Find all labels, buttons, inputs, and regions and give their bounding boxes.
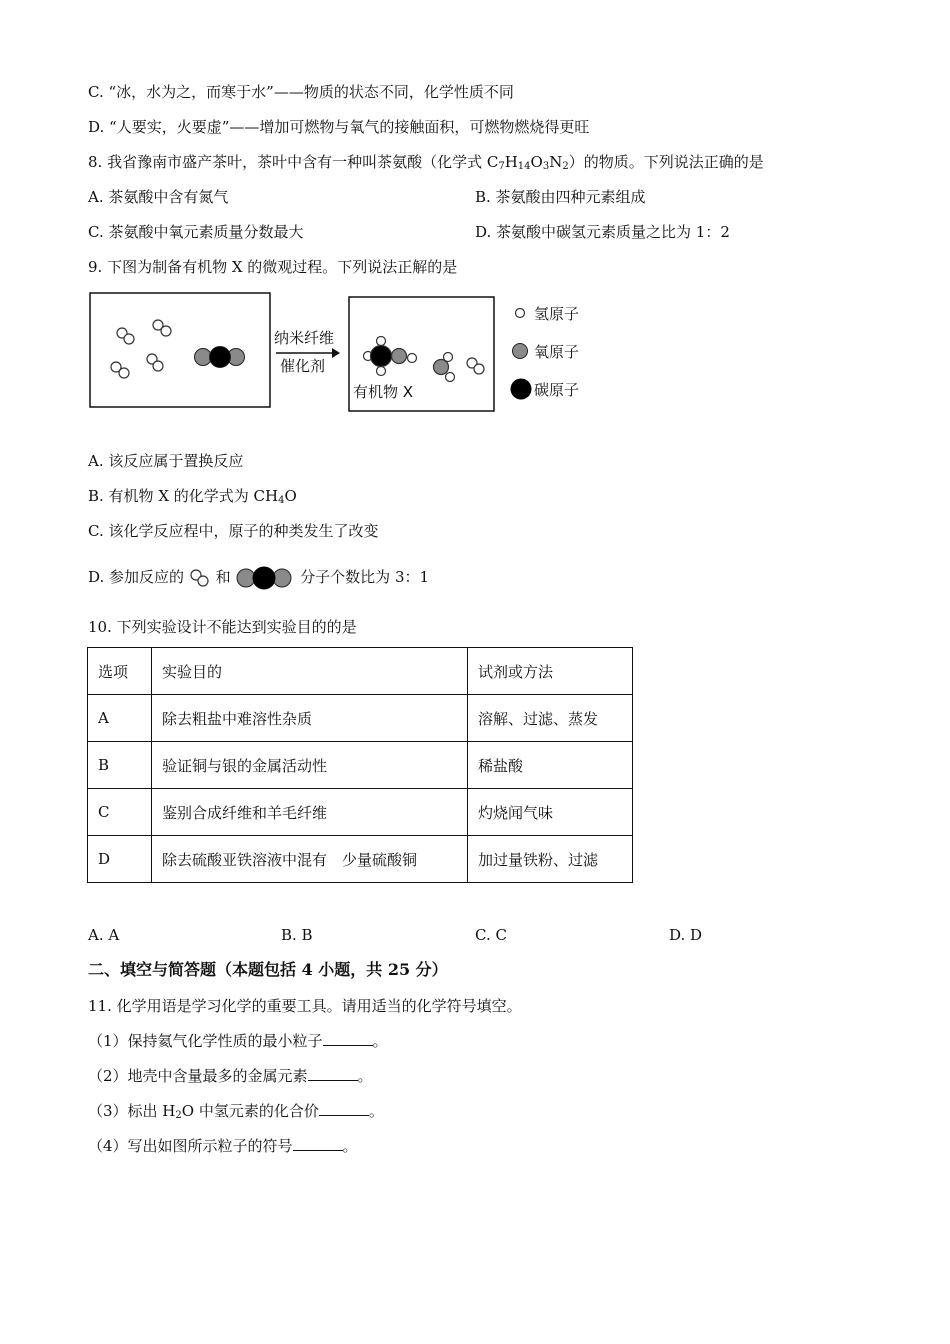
q11-part-4: （4）写出如图所示粒子的符号 。 [88,1137,358,1155]
table-cell: D [88,836,152,883]
arrow-label-top: 纳米纤维 [274,329,335,347]
answer-blank[interactable] [319,1101,369,1116]
co2-molecule-icon [235,565,295,591]
answer-blank[interactable] [293,1136,343,1151]
table-cell: 稀盐酸 [468,742,633,789]
q9-option-b: B. 有机物 X 的化学式为 $CH_4O$ [88,487,297,506]
table-cell: C [88,789,152,836]
hydrogen-atom-icon [516,309,525,318]
table-row [88,836,633,883]
table-cell: 鉴别合成纤维和羊毛纤维 [152,789,468,836]
q11-stem: 11. 化学用语是学习化学的重要工具。请用适当的化学符号填空。 [88,997,522,1015]
q10-option-b: B. B [281,926,313,944]
q10-option-a: A. A [88,926,120,944]
h2-molecule-icon [189,567,211,589]
legend-carbon: 碳原子 [534,381,580,399]
reaction-arrow-head [332,348,340,358]
q9-option-d: D. 参加反应的 和 分子个数比为 3：1 [88,559,429,595]
q10-option-c: C. C [475,926,507,944]
table-cell: 除去硫酸亚铁溶液中混有 少量硫酸铜 [152,836,468,883]
answer-blank[interactable] [323,1031,373,1046]
q9-option-c: C. 该化学反应程中，原子的种类发生了改变 [88,522,379,540]
oxygen-atom-icon [513,344,528,359]
q10-table [87,647,633,883]
table-header-row [88,648,633,695]
reactants-box [90,293,270,407]
arrow-label-bottom: 催化剂 [280,357,326,375]
table-cell: 验证铜与银的金属活动性 [152,742,468,789]
legend-hydrogen: 氢原子 [534,305,580,323]
table-row [88,695,633,742]
q7-option-d: D. “人要实，火要虚”——增加可燃物与氧气的接触面积，可燃物燃烧得更旺 [88,118,590,136]
q8-option-b: B. 茶氨酸由四种元素组成 [475,188,646,206]
table-cell: 灼烧闻气味 [468,789,633,836]
co2-molecule [195,347,245,368]
table-cell: 加过量铁粉、过滤 [468,836,633,883]
table-row [88,742,633,789]
carbon-atom-icon [511,379,532,400]
q9-option-a: A. 该反应属于置换反应 [88,452,244,470]
q10-option-d: D. D [669,926,703,944]
table-cell: A [88,695,152,742]
q9-stem: 9. 下图为制备有机物 X 的微观过程。下列说法正解的是 [88,258,458,276]
table-cell: 除去粗盐中难溶性杂质 [152,695,468,742]
table-header-cell: 试剂或方法 [468,648,633,695]
table-header-cell: 实验目的 [152,648,468,695]
q11-part-2: （2）地壳中含量最多的金属元素 。 [88,1067,373,1085]
table-cell: B [88,742,152,789]
answer-blank[interactable] [308,1066,358,1081]
q7-option-c: C. “冰，水为之，而寒于水”——物质的状态不同，化学性质不同 [88,83,514,101]
legend-oxygen: 氧原子 [534,343,580,361]
q10-stem: 10. 下列实验设计不能达到实验目的的是 [88,618,357,636]
table-row [88,789,633,836]
reaction-diagram [88,291,608,421]
q8-option-d: D. 茶氨酸中碳氢元素质量之比为 1：2 [475,223,730,241]
product-label: 有机物 X [353,383,414,401]
table-header-cell: 选项 [88,648,152,695]
q11-part-1: （1）保持氦气化学性质的最小粒子 。 [88,1032,388,1050]
q8-option-a: A. 茶氨酸中含有氮气 [88,188,229,206]
section-title: 二、填空与简答题（本题包括 4 小题，共 25 分） [88,960,448,979]
q11-part-3: （3）标出 $H_2O$ 中氢元素的化合价 。 [88,1102,384,1121]
q8-option-c: C. 茶氨酸中氧元素质量分数最大 [88,223,304,241]
q8-stem: 8. 我省豫南市盛产茶叶，茶叶中含有一种叫茶氨酸（化学式 $C_7H_{14}O_3N_2$）的物质。下列说法正确的是 [88,153,764,172]
table-cell: 溶解、过滤、蒸发 [468,695,633,742]
